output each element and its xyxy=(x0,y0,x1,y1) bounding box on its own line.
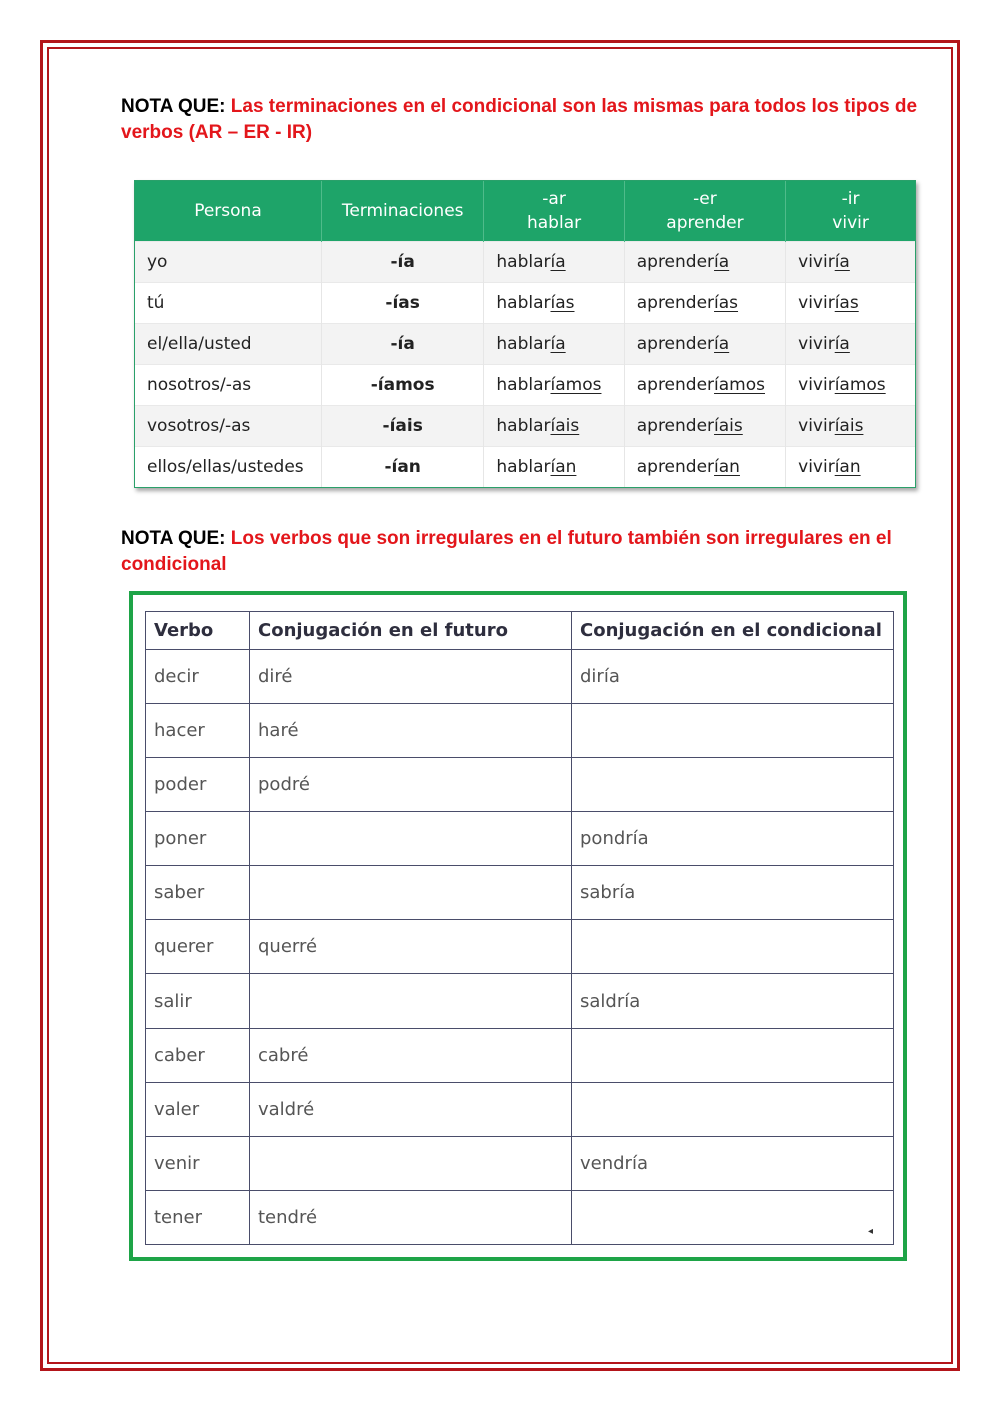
ending-cell: -íais xyxy=(321,406,483,447)
table-row xyxy=(135,242,915,283)
table-row xyxy=(146,812,894,866)
header-cell: Conjugación en el futuro xyxy=(250,612,572,650)
verb-stem: vivir xyxy=(798,293,835,313)
verb-stem: aprender xyxy=(636,416,715,436)
persona-cell: vosotros/-as xyxy=(135,406,321,447)
verbo-cell: decir xyxy=(146,650,250,704)
verb-stem: hablar xyxy=(496,252,551,272)
condicional-cell xyxy=(572,1082,894,1136)
ending-cell: -ías xyxy=(321,283,483,324)
condicional-cell xyxy=(572,920,894,974)
conjugation-cell xyxy=(624,283,785,324)
persona-cell: nosotros/-as xyxy=(135,365,321,406)
header-text: hablar xyxy=(526,213,582,233)
conjugation-cell xyxy=(786,242,915,283)
header-text: -ar xyxy=(542,189,566,209)
futuro-cell: podré xyxy=(250,758,572,812)
futuro-cell: tendré xyxy=(250,1190,572,1244)
condicional-cell xyxy=(572,758,894,812)
header-cell xyxy=(135,181,321,242)
table-row xyxy=(146,1190,894,1244)
verb-stem: hablar xyxy=(496,293,551,313)
verb-stem: aprender xyxy=(636,375,715,395)
irregular-verbs-box xyxy=(129,591,907,1261)
condicional-cell xyxy=(572,704,894,758)
verb-ending: íamos xyxy=(834,375,886,395)
conjugation-cell xyxy=(484,242,624,283)
note-2 xyxy=(121,526,921,578)
verb-stem: vivir xyxy=(798,416,835,436)
ending-cell: -íamos xyxy=(321,365,483,406)
condicional-cell: saldría xyxy=(572,974,894,1028)
verbo-cell: poder xyxy=(146,758,250,812)
table-row xyxy=(146,974,894,1028)
header-text: -er xyxy=(693,189,717,209)
header-text: vivir xyxy=(832,213,869,233)
header-cell xyxy=(321,181,483,242)
conjugation-cell xyxy=(786,365,915,406)
header-text: Terminaciones xyxy=(341,201,464,221)
verbo-cell: valer xyxy=(146,1082,250,1136)
table-row xyxy=(146,920,894,974)
futuro-cell xyxy=(250,812,572,866)
verbo-cell: salir xyxy=(146,974,250,1028)
conjugation-cell xyxy=(484,365,624,406)
persona-cell: el/ella/usted xyxy=(135,324,321,365)
condicional-cell: diría xyxy=(572,650,894,704)
verb-ending: íais xyxy=(714,416,743,436)
table-row xyxy=(146,758,894,812)
header-cell xyxy=(484,181,624,242)
conjugation-cell xyxy=(624,324,785,365)
corner-mark: ◂ xyxy=(867,1226,873,1237)
verb-ending: íais xyxy=(550,416,580,436)
table-row xyxy=(135,283,915,324)
note-2-label: NOTA QUE: xyxy=(121,528,226,549)
verb-ending: ía xyxy=(834,252,850,272)
conjugation-cell xyxy=(786,283,915,324)
verb-ending: ías xyxy=(834,293,859,313)
condicional-cell: sabría xyxy=(572,866,894,920)
table-row xyxy=(146,1136,894,1190)
header-cell xyxy=(624,181,785,242)
verb-ending: íais xyxy=(834,416,864,436)
persona-cell: yo xyxy=(135,242,321,283)
persona-cell: tú xyxy=(135,283,321,324)
verb-stem: hablar xyxy=(496,334,551,354)
table-row xyxy=(146,650,894,704)
verb-stem: vivir xyxy=(798,457,835,477)
verb-ending: ía xyxy=(550,334,566,354)
header-cell: Conjugación en el condicional xyxy=(572,612,894,650)
verb-stem: vivir xyxy=(798,375,835,395)
verb-ending: ías xyxy=(550,293,575,313)
verb-stem: aprender xyxy=(636,457,715,477)
verbo-cell: tener xyxy=(146,1190,250,1244)
conjugation-cell xyxy=(786,406,915,447)
verb-ending: ía xyxy=(834,334,850,354)
persona-cell: ellos/ellas/ustedes xyxy=(135,447,321,488)
ending-cell: -ían xyxy=(321,447,483,488)
table-row xyxy=(135,447,915,488)
verbo-cell: caber xyxy=(146,1028,250,1082)
verb-ending: ía xyxy=(550,252,566,272)
header-cell: Verbo xyxy=(146,612,250,650)
verb-stem: aprender xyxy=(636,293,715,313)
table-header-row xyxy=(146,612,894,650)
table-row xyxy=(135,324,915,365)
header-text: -ir xyxy=(841,189,860,209)
futuro-cell xyxy=(250,974,572,1028)
conditional-endings-table xyxy=(134,180,916,488)
table-header-row xyxy=(135,181,915,242)
conjugation-cell xyxy=(624,447,785,488)
futuro-cell: diré xyxy=(250,650,572,704)
note-1-text: Las terminaciones en el condicional son las mismas para todos los tipos de verbos (AR – ER - IR) xyxy=(121,96,918,143)
verb-stem: vivir xyxy=(798,252,835,272)
verb-stem: vivir xyxy=(798,334,835,354)
note-1 xyxy=(121,94,921,146)
verb-ending: íamos xyxy=(550,375,602,395)
conjugation-cell xyxy=(484,283,624,324)
verbo-cell: poner xyxy=(146,812,250,866)
conjugation-cell xyxy=(484,447,624,488)
conjugation-cell xyxy=(484,324,624,365)
verb-stem: hablar xyxy=(496,416,551,436)
futuro-cell xyxy=(250,866,572,920)
table-row xyxy=(146,704,894,758)
verb-ending: ían xyxy=(550,457,577,477)
verbo-cell: querer xyxy=(146,920,250,974)
verb-stem: hablar xyxy=(496,375,551,395)
verbo-cell: saber xyxy=(146,866,250,920)
condicional-cell: vendría xyxy=(572,1136,894,1190)
verb-ending: ía xyxy=(714,334,730,354)
condicional-cell xyxy=(572,1190,894,1244)
ending-cell: -ía xyxy=(321,324,483,365)
condicional-cell: pondría xyxy=(572,812,894,866)
verb-stem: aprender xyxy=(636,334,715,354)
table-row xyxy=(135,365,915,406)
header-cell xyxy=(786,181,915,242)
futuro-cell: haré xyxy=(250,704,572,758)
conjugation-cell xyxy=(624,242,785,283)
verb-ending: ían xyxy=(834,457,861,477)
conjugation-cell xyxy=(786,324,915,365)
verb-stem: aprender xyxy=(636,252,715,272)
verb-ending: ían xyxy=(714,457,740,477)
table-row xyxy=(135,406,915,447)
conjugation-cell xyxy=(484,406,624,447)
verb-stem: hablar xyxy=(496,457,551,477)
table-row xyxy=(146,866,894,920)
verb-ending: íamos xyxy=(714,375,765,395)
conjugation-cell xyxy=(786,447,915,488)
irregular-verbs-table xyxy=(145,611,894,1245)
verbo-cell: hacer xyxy=(146,704,250,758)
header-text: Persona xyxy=(194,201,262,221)
header-text: aprender xyxy=(666,213,744,233)
futuro-cell: querré xyxy=(250,920,572,974)
verb-ending: ías xyxy=(714,293,739,313)
table-row xyxy=(146,1082,894,1136)
futuro-cell: valdré xyxy=(250,1082,572,1136)
note-1-label: NOTA QUE: xyxy=(121,96,226,117)
verb-ending: ía xyxy=(714,252,730,272)
verbo-cell: venir xyxy=(146,1136,250,1190)
condicional-cell xyxy=(572,1028,894,1082)
table-row xyxy=(146,1028,894,1082)
futuro-cell: cabré xyxy=(250,1028,572,1082)
conjugation-cell xyxy=(624,365,785,406)
ending-cell: -ía xyxy=(321,242,483,283)
note-2-text: Los verbos que son irregulares en el futuro también son irregulares en el condicional xyxy=(121,528,892,575)
conjugation-cell xyxy=(624,406,785,447)
futuro-cell xyxy=(250,1136,572,1190)
